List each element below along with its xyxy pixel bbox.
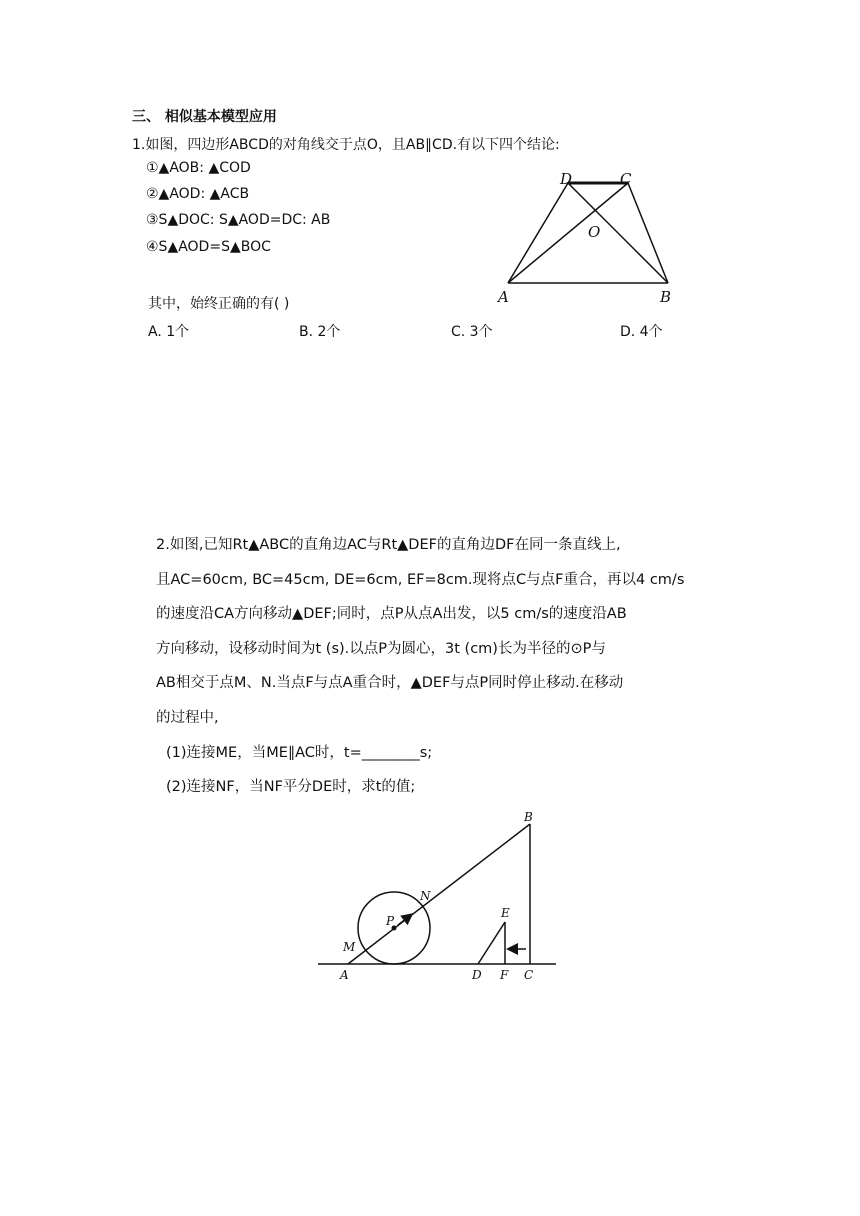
q2-label-f: F — [500, 968, 509, 982]
q1-label-b: B — [660, 288, 672, 306]
q1-label-o: O — [588, 223, 601, 241]
q1-label-d: D — [560, 170, 573, 188]
q2-label-m: M — [343, 940, 356, 954]
q1-label-a: A — [498, 288, 509, 306]
q1-conclusion-2: ②▲AOD: ▲ACB — [146, 186, 250, 202]
q2-label-d: D — [472, 968, 482, 982]
q1-option-c: C. 3个 — [451, 324, 493, 340]
q2-label-e: E — [501, 906, 510, 920]
q2-label-p: P — [386, 914, 395, 928]
q2-sub-question-1: (1)连接ME，当ME∥AC时，t=________s; — [166, 745, 433, 761]
q1-option-b: B. 2个 — [299, 324, 341, 340]
q1-conclusion-4: ④S▲AOD=S▲BOC — [146, 239, 271, 255]
q1-option-d: D. 4个 — [620, 324, 663, 340]
q2-line-3: 的速度沿CA方向移动▲DEF;同时，点P从点A出发，以5 cm/s的速度沿AB — [156, 606, 627, 622]
q2-sub-question-2: (2)连接NF，当NF平分DE时，求t的值; — [166, 779, 416, 795]
q2-line-2: 且AC=60cm, BC=45cm, DE=6cm, EF=8cm.现将点C与点F重合，再以4 cm/s — [156, 572, 685, 588]
q2-label-c: C — [524, 968, 534, 982]
q1-conclusion-3: ③S▲DOC: S▲AOD=DC: AB — [146, 212, 331, 228]
q1-label-c: C — [620, 170, 632, 188]
section-title: 三、 相似基本模型应用 — [132, 109, 277, 125]
q2-triangle-figure — [310, 808, 570, 988]
q2-label-b: B — [524, 810, 533, 824]
q2-label-a: A — [340, 968, 349, 982]
q1-prompt: 其中，始终正确的有( ) — [148, 296, 290, 312]
q1-option-a: A. 1个 — [148, 324, 190, 340]
q1-stem: 1.如图，四边形ABCD的对角线交于点O，且AB∥CD.有以下四个结论: — [132, 137, 560, 153]
q1-conclusion-1: ①▲AOB: ▲COD — [146, 160, 251, 176]
q1-trapezoid-figure — [490, 165, 690, 310]
q2-line-4: 方向移动，设移动时间为t (s).以点P为圆心，3t (cm)长为半径的⊙P与 — [156, 641, 606, 657]
q2-line-6: 的过程中, — [156, 710, 219, 726]
q2-label-n: N — [420, 889, 431, 903]
q2-line-5: AB相交于点M、N.当点F与点A重合时，▲DEF与点P同时停止移动.在移动 — [156, 675, 624, 691]
q2-line-1: 2.如图,已知Rt▲ABC的直角边AC与Rt▲DEF的直角边DF在同一条直线上, — [156, 537, 621, 553]
